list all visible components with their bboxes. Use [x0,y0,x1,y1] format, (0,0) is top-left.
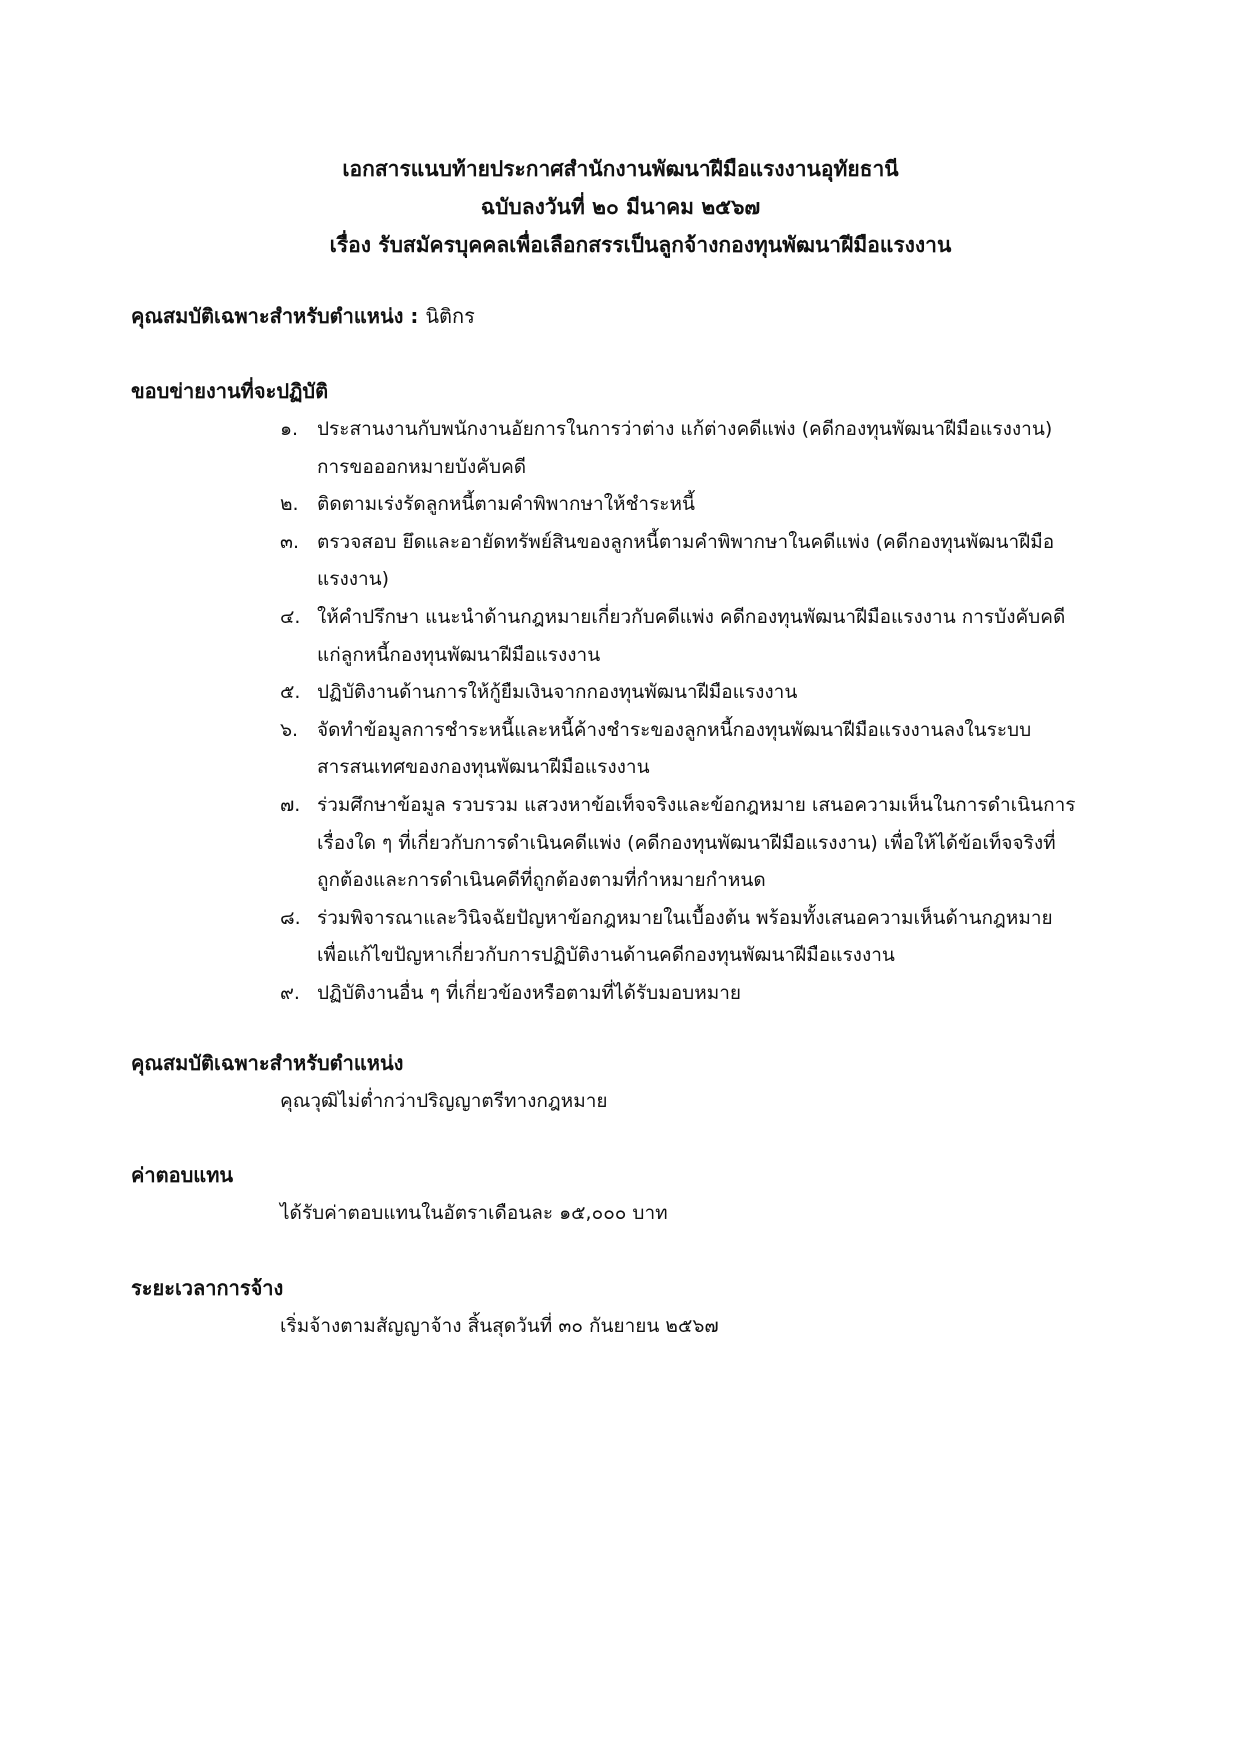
compensation-heading: ค่าตอบแทน [131,1163,234,1187]
document-header [120,150,1121,264]
duty-item [280,599,1160,674]
position-value: นิติกร [425,304,475,328]
duty-text-line: ตรวจสอบ ยึดและอายัดทรัพย์สินของลูกหนี้ตามคำพิพากษาในคดีแพ่ง (คดีกองทุนพัฒนาฝีมือ [317,530,1055,553]
duty-item [280,674,1160,712]
header-title: เอกสารแนบท้ายประกาศสำนักงานพัฒนาฝีมือแรงงานอุทัยธานี [342,157,899,181]
duty-number: ๕. [280,681,301,704]
qualification-heading: คุณสมบัติเฉพาะสำหรับตำแหน่ง [131,1051,404,1075]
qualification-text: คุณวุฒิไม่ต่ำกว่าปริญญาตรีทางกฎหมาย [280,1090,608,1112]
duty-number: ๑. [280,418,299,440]
duty-text-line: การขอออกหมายบังคับคดี [317,455,527,478]
duty-text-line: ปฏิบัติงานอื่น ๆ ที่เกี่ยวข้องหรือตามที่ได้รับมอบหมาย [317,981,742,1004]
duty-text-line: เรื่องใด ๆ ที่เกี่ยวกับการดำเนินคดีแพ่ง (คดีกองทุนพัฒนาฝีมือแรงงาน) เพื่อให้ได้ข้อเท็จจริงที่ [317,831,1056,854]
duty-item [280,411,1160,486]
duty-text-line: แรงงาน) [317,568,390,591]
duty-item [280,524,1160,599]
duty-text-line: ติดตามเร่งรัดลูกหนี้ตามคำพิพากษาให้ชำระหนี้ [317,493,696,516]
duty-item [280,486,1160,524]
duty-item [280,900,1160,975]
duty-text-line: ร่วมพิจารณาและวินิจฉัยปัญหาข้อกฎหมายในเบื้องต้น พร้อมทั้งเสนอความเห็นด้านกฎหมาย [317,906,1053,929]
duty-text-line: เพื่อแก้ไขปัญหาเกี่ยวกับการปฏิบัติงานด้านคดีกองทุนพัฒนาฝีมือแรงงาน [317,944,895,967]
header-date: ฉบับลงวันที่ ๒๐ มีนาคม ๒๕๖๗ [480,195,761,219]
duty-text-line: ร่วมศึกษาข้อมูล รวบรวม แสวงหาข้อเท็จจริงและข้อกฎหมาย เสนอความเห็นในการดำเนินการ [317,793,1076,816]
duty-text-line: สารสนเทศของกองทุนพัฒนาฝีมือแรงงาน [317,756,650,779]
duty-number: ๙. [280,981,300,1004]
header-subject: เรื่อง รับสมัครบุคคลเพื่อเลือกสรรเป็นลูกจ้างกองทุนพัฒนาฝีมือแรงงาน [329,233,952,257]
duty-text-line: ให้คำปรึกษา แนะนำด้านกฎหมายเกี่ยวกับคดีแพ่ง คดีกองทุนพัฒนาฝีมือแรงงาน การบังคับคดี [317,605,1066,628]
duty-text-line: ประสานงานกับพนักงานอัยการในการว่าต่าง แก้ต่างคดีแพ่ง (คดีกองทุนพัฒนาฝีมือแรงงาน) [317,418,1053,440]
position-label: คุณสมบัติเฉพาะสำหรับตำแหน่ง : [131,304,419,328]
duty-number: ๒. [280,493,299,516]
period-text: เริ่มจ้างตามสัญญาจ้าง สิ้นสุดวันที่ ๓๐ กันยายน ๒๕๖๗ [280,1315,719,1337]
duty-item [280,975,1160,1013]
duty-number: ๔. [280,605,301,628]
duty-text-line: ปฏิบัติงานด้านการให้กู้ยืมเงินจากกองทุนพัฒนาฝีมือแรงงาน [317,681,798,704]
position-line [131,301,475,331]
compensation-text: ได้รับค่าตอบแทนในอัตราเดือนละ ๑๕,๐๐๐ บาท [280,1202,668,1224]
duty-text-line: แก่ลูกหนี้กองทุนพัฒนาฝีมือแรงงาน [317,643,601,666]
duty-list [280,411,1160,1013]
duty-number: ๓. [280,530,300,553]
duty-text-line: จัดทำข้อมูลการชำระหนี้และหนี้ค้างชำระของลูกหนี้กองทุนพัฒนาฝีมือแรงงานลงในระบบ [317,718,1032,741]
period-heading: ระยะเวลาการจ้าง [131,1276,284,1300]
duty-item [280,712,1160,787]
duty-number: ๗. [280,793,301,816]
duty-number: ๖. [280,718,299,741]
scope-heading: ขอบข่ายงานที่จะปฏิบัติ [131,379,329,403]
duty-item [280,787,1160,900]
duty-number: ๘. [280,906,301,929]
duty-text-line: ถูกต้องและการดำเนินคดีที่ถูกต้องตามที่กำหมายกำหนด [317,869,766,892]
